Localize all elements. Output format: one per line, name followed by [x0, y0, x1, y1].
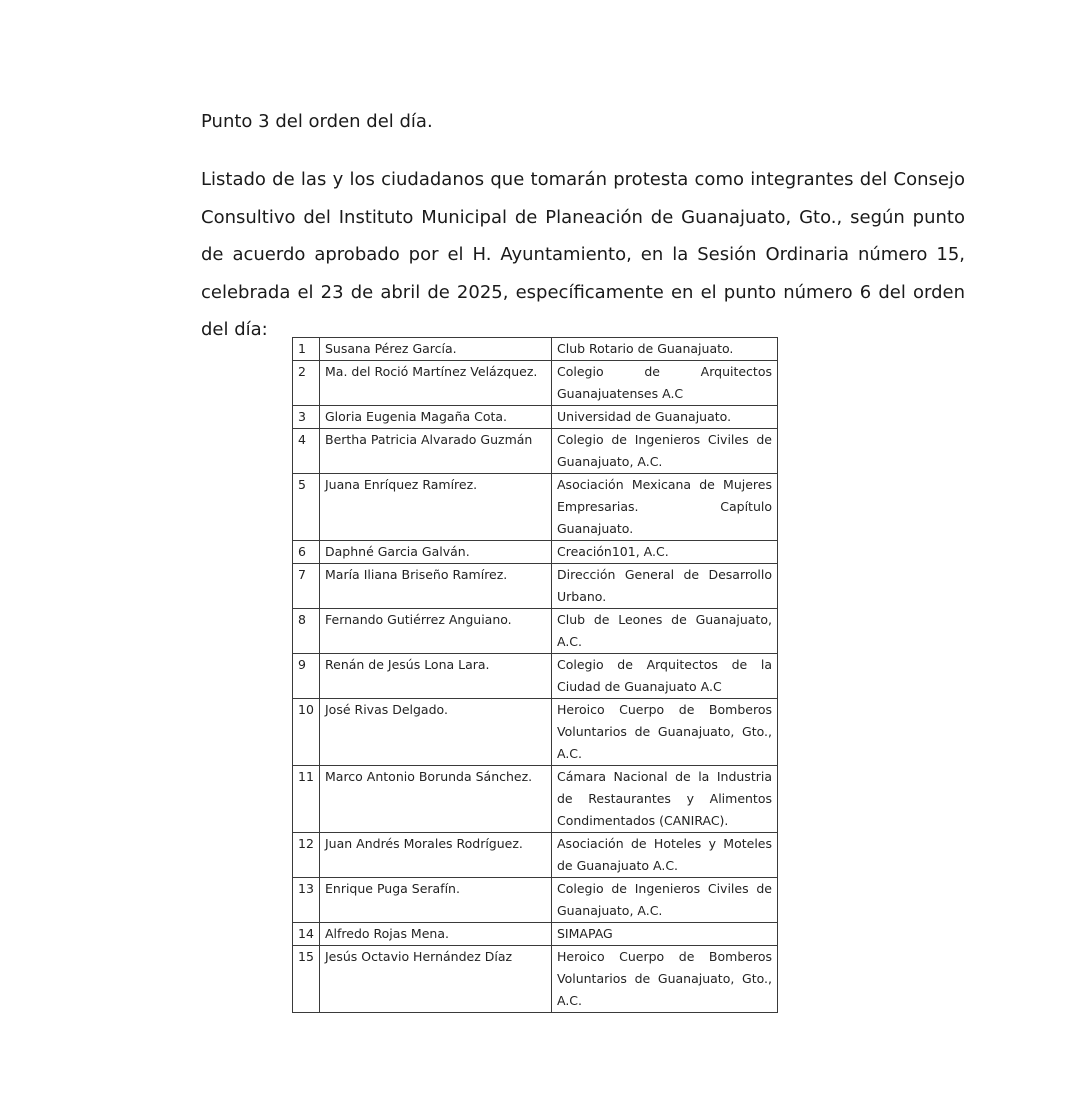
- member-number: 2: [293, 361, 320, 406]
- table-row: [293, 766, 778, 833]
- table-row: [293, 699, 778, 766]
- table-row: [293, 564, 778, 609]
- member-name: Renán de Jesús Lona Lara.: [320, 654, 552, 699]
- member-organization: Colegio de Arquitectos Guanajuatenses A.C: [552, 361, 778, 406]
- member-name: Fernando Gutiérrez Anguiano.: [320, 609, 552, 654]
- member-number: 6: [293, 541, 320, 564]
- table-row: [293, 833, 778, 878]
- member-name: Alfredo Rojas Mena.: [320, 923, 552, 946]
- member-organization: Heroico Cuerpo de Bomberos Voluntarios de Guanajuato, Gto., A.C.: [552, 699, 778, 766]
- table-row: [293, 406, 778, 429]
- member-name: Juana Enríquez Ramírez.: [320, 474, 552, 541]
- table-row: [293, 946, 778, 1013]
- intro-paragraph: Listado de las y los ciudadanos que tomarán protesta como integrantes del Consejo Consultivo del Instituto Municipal de Planeación de Guanajuato, Gto., según punto de acuerdo aprobado por el H. Ayuntamiento, en la Sesión Ordinaria número 15, celebrada el 23 de abril de 2025, específicamente en el punto número 6 del orden del día:: [201, 169, 965, 340]
- member-organization: Creación101, A.C.: [552, 541, 778, 564]
- member-number: 1: [293, 338, 320, 361]
- member-name: Jesús Octavio Hernández Díaz: [320, 946, 552, 1013]
- member-number: 14: [293, 923, 320, 946]
- member-number: 12: [293, 833, 320, 878]
- member-organization: Colegio de Arquitectos de la Ciudad de Guanajuato A.C: [552, 654, 778, 699]
- member-organization: Asociación Mexicana de Mujeres Empresarias. Capítulo Guanajuato.: [552, 474, 778, 541]
- member-organization: SIMAPAG: [552, 923, 778, 946]
- member-name: Bertha Patricia Alvarado Guzmán: [320, 429, 552, 474]
- table-row: [293, 541, 778, 564]
- member-name: Ma. del Roció Martínez Velázquez.: [320, 361, 552, 406]
- member-number: 7: [293, 564, 320, 609]
- member-number: 15: [293, 946, 320, 1013]
- member-organization: Club de Leones de Guanajuato, A.C.: [552, 609, 778, 654]
- member-organization: Club Rotario de Guanajuato.: [552, 338, 778, 361]
- member-organization: Heroico Cuerpo de Bomberos Voluntarios de Guanajuato, Gto., A.C.: [552, 946, 778, 1013]
- member-organization: Asociación de Hoteles y Moteles de Guanajuato A.C.: [552, 833, 778, 878]
- member-number: 8: [293, 609, 320, 654]
- member-organization: Dirección General de Desarrollo Urbano.: [552, 564, 778, 609]
- table-row: [293, 609, 778, 654]
- member-name: Enrique Puga Serafín.: [320, 878, 552, 923]
- table-row: [293, 474, 778, 541]
- member-number: 10: [293, 699, 320, 766]
- member-name: Daphné Garcia Galván.: [320, 541, 552, 564]
- member-name: Marco Antonio Borunda Sánchez.: [320, 766, 552, 833]
- member-name: José Rivas Delgado.: [320, 699, 552, 766]
- table-row: [293, 878, 778, 923]
- members-table: [292, 337, 778, 1013]
- member-name: María Iliana Briseño Ramírez.: [320, 564, 552, 609]
- member-number: 9: [293, 654, 320, 699]
- table-row: [293, 923, 778, 946]
- table-row: [293, 338, 778, 361]
- member-number: 5: [293, 474, 320, 541]
- member-name: Juan Andrés Morales Rodríguez.: [320, 833, 552, 878]
- agenda-item-heading: Punto 3 del orden del día.: [201, 111, 433, 132]
- member-number: 11: [293, 766, 320, 833]
- member-number: 13: [293, 878, 320, 923]
- member-name: Susana Pérez García.: [320, 338, 552, 361]
- table-row: [293, 654, 778, 699]
- member-name: Gloria Eugenia Magaña Cota.: [320, 406, 552, 429]
- table-row: [293, 429, 778, 474]
- member-organization: Colegio de Ingenieros Civiles de Guanajuato, A.C.: [552, 429, 778, 474]
- member-organization: Cámara Nacional de la Industria de Restaurantes y Alimentos Condimentados (CANIRAC).: [552, 766, 778, 833]
- member-number: 4: [293, 429, 320, 474]
- member-organization: Colegio de Ingenieros Civiles de Guanajuato, A.C.: [552, 878, 778, 923]
- member-number: 3: [293, 406, 320, 429]
- member-organization: Universidad de Guanajuato.: [552, 406, 778, 429]
- table-row: [293, 361, 778, 406]
